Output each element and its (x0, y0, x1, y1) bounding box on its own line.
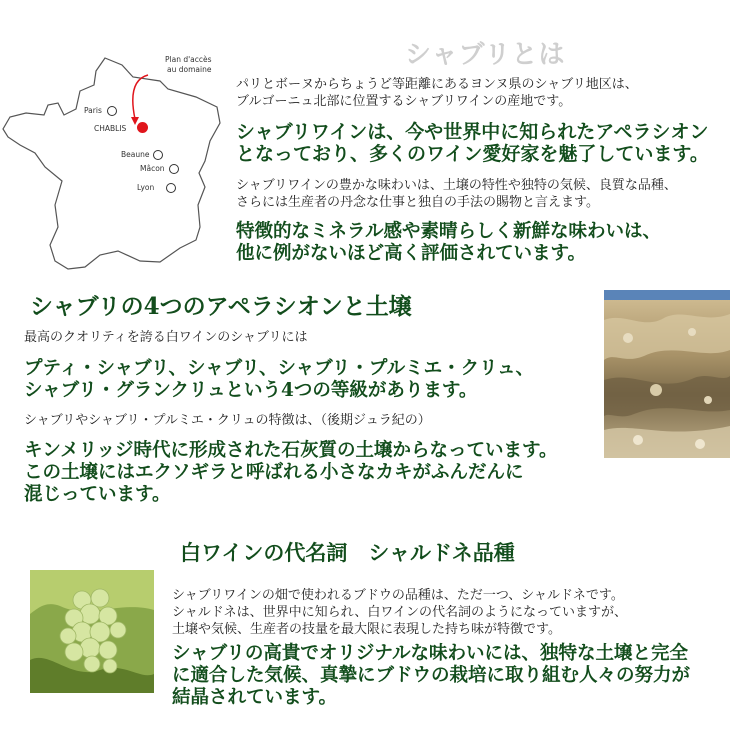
city-label-lyon: Lyon (137, 183, 155, 192)
text-line: プティ・シャブリ、シャブリ、シャブリ・プルミエ・クリュ、 (24, 358, 535, 379)
city-label-paris: Paris (84, 106, 102, 115)
text-line: キンメリッジ時代に形成された石灰質の土壌からなっています。 (24, 440, 558, 461)
beaune-marker-icon (153, 150, 163, 160)
city-label-beaune: Beaune (121, 150, 150, 159)
text-line: となっており、多くのワイン愛好家を魅了しています。 (236, 143, 709, 165)
text-line: 特徴的なミネラル感や素晴らしく新鮮な味わいは、 (236, 221, 661, 242)
text-line: 他に例がないほど高く評価されています。 (236, 243, 587, 264)
text-line: 混じっています。 (24, 484, 171, 505)
lyon-marker-icon (166, 183, 176, 193)
section2-title: シャブリの4つのアペラシオンと土壌 (30, 293, 412, 320)
text-line: 土壌や気候、生産者の技量を最大限に表現した持ち味が特徴です。 (172, 622, 561, 637)
map-annotation-line-1: Plan d'accès (165, 55, 212, 64)
section1-title: シャブリとは (405, 40, 566, 70)
city-label-macon: Mâcon (140, 164, 165, 173)
section1-paragraph-3 (236, 177, 746, 211)
text-line: この土壌にはエクソギラと呼ばれる小さなカキがふんだんに (24, 462, 524, 483)
text-line: シャブリワインの豊かな味わいは、土壌の特性や独特の気候、良質な品種、 (236, 178, 677, 193)
text-line: シャブリワインの畑で使われるブドウの品種は、ただ一つ、シャルドネです。 (172, 588, 624, 603)
section3-paragraph-2 (172, 643, 742, 709)
text-line: シャルドネは、世界中に知られ、白ワインの代名詞のようになっていますが、 (172, 605, 628, 620)
text-line: シャブリ・グランクリュという4つの等級があります。 (24, 380, 478, 401)
map-annotation-line-2: au domaine (167, 65, 212, 74)
text-line: 結晶されています。 (172, 687, 338, 708)
map-annotation (165, 55, 212, 75)
section1-paragraph-4 (236, 221, 746, 265)
text-line: に適合した気候、真摯にブドウの栽培に取り組む人々の努力が (172, 665, 691, 686)
france-border (3, 58, 220, 269)
france-outline (0, 55, 230, 275)
france-map (0, 55, 230, 275)
text-line: ブルゴーニュ北部に位置するシャブリワインの産地です。 (236, 94, 572, 109)
section1-paragraph-1 (236, 76, 746, 110)
text-line: シャブリワインは、今や世界中に知られたアペラシオン (236, 121, 709, 143)
section2-paragraph-1: 最高のクオリティを誇る白ワインのシャブリには (24, 330, 308, 345)
macon-marker-icon (169, 164, 179, 174)
text-line: シャブリの高貴でオリジナルな味わいには、独特な土壌と完全 (172, 643, 688, 664)
section2-paragraph-2 (24, 358, 604, 402)
section3-title: 白ワインの代名詞 シャルドネ品種 (180, 540, 515, 565)
text-line: パリとボーヌからちょうど等距離にあるヨンヌ県のシャブリ地区は、 (236, 77, 638, 92)
section2-paragraph-3: シャブリやシャブリ・プルミエ・クリュの特徴は、（後期ジュラ紀の） (24, 413, 431, 428)
city-label-chablis: CHABLIS (94, 124, 127, 133)
section3-paragraph-1 (172, 587, 732, 638)
chablis-marker-icon (137, 122, 148, 133)
section2-paragraph-4 (24, 440, 614, 506)
paris-marker-icon (107, 106, 117, 116)
section1-paragraph-2 (236, 121, 746, 165)
limestone-soil-photo (604, 290, 730, 458)
text-line: さらには生産者の丹念な仕事と独自の手法の賜物と言えます。 (236, 195, 599, 210)
chardonnay-grapes-photo (30, 570, 154, 693)
